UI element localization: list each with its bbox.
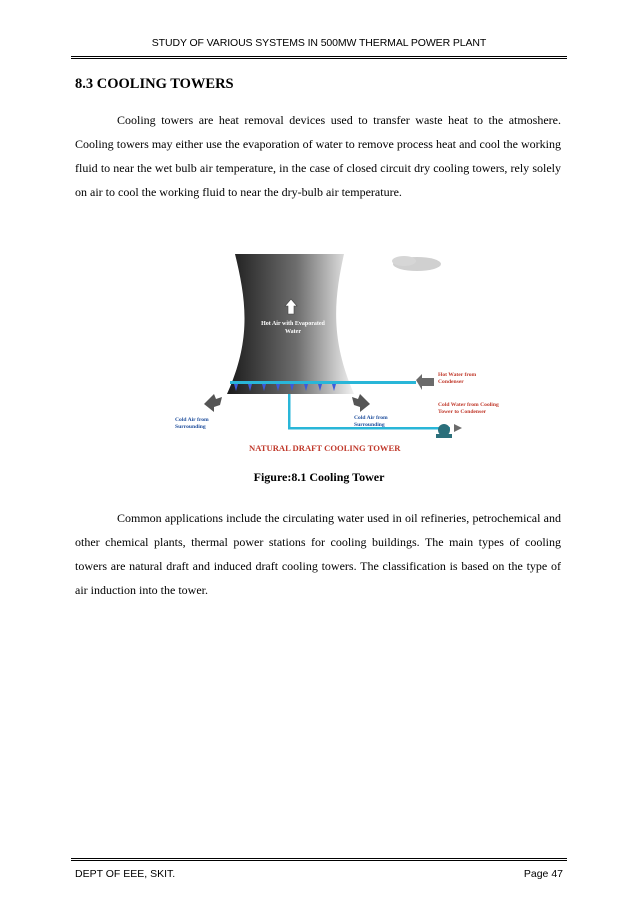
cold-air-left-label-line1: Cold Air from: [175, 417, 209, 423]
cold-air-left-label-line2: Surrounding: [175, 424, 206, 430]
footer-rule-double: [71, 860, 567, 861]
return-pipe-vertical: [288, 394, 291, 429]
hot-water-label-line1: Hot Water from: [438, 372, 477, 378]
paragraph-applications-text: Common applications include the circulating water used in oil refineries, petrochemical and other chemical plants, thermal power stations for cooling buildings. The main types of cooling towers are natural draft and induced draft cooling towers. The classification is based on the type of air induction into the tower.: [75, 511, 561, 597]
paragraph-intro-text: Cooling towers are heat removal devices used to transfer waste heat to the atmoshere. Cooling towers may either use the evaporation of water to remove process heat and cool the working fluid to near the wet bulb air temperature, in the case of closed circuit dry cooling towers, rely solely on air to cool the working fluid to near the dry-bulb air temperature.: [75, 113, 561, 199]
cold-water-label-line1: Cold Water from Cooling: [438, 402, 499, 408]
footer-department: DEPT OF EEE, SKIT.: [75, 868, 176, 880]
hot-air-label-line2: Water: [285, 329, 301, 335]
pump-base: [436, 434, 452, 438]
hot-water-arrow-icon: [416, 374, 434, 390]
figure-caption: Figure:8.1 Cooling Tower: [253, 470, 385, 484]
page-number: Page 47: [523, 868, 563, 880]
footer-rule: [71, 858, 567, 859]
cold-air-left-arrow-icon: [204, 394, 222, 412]
paragraph-intro: [75, 108, 561, 204]
hot-air-label-line1: Hot Air with Evaporated: [261, 321, 325, 327]
cold-air-right-label-line2: Surrounding: [354, 422, 385, 428]
header-rule: [71, 56, 567, 57]
spray-header-pipe: [230, 381, 416, 384]
cold-air-right-arrow-icon: [352, 394, 370, 412]
cold-air-right-label-line1: Cold Air from: [354, 415, 388, 421]
cold-water-label-line2: Tower to Condenser: [438, 409, 487, 415]
running-header: STUDY OF VARIOUS SYSTEMS IN 500MW THERMAL POWER PLANT: [151, 37, 487, 49]
hot-water-label-line2: Condenser: [438, 379, 464, 385]
cooling-tower-diagram: [172, 244, 499, 464]
paragraph-applications: [75, 506, 561, 602]
header-rule-double: [71, 58, 567, 59]
cloud-shape: [392, 256, 416, 266]
section-title: 8.3 COOLING TOWERS: [75, 76, 234, 92]
pump-outlet-arrow-icon: [454, 424, 462, 432]
diagram-title: NATURAL DRAFT COOLING TOWER: [249, 443, 401, 453]
cooling-tower-figure: [172, 244, 499, 464]
